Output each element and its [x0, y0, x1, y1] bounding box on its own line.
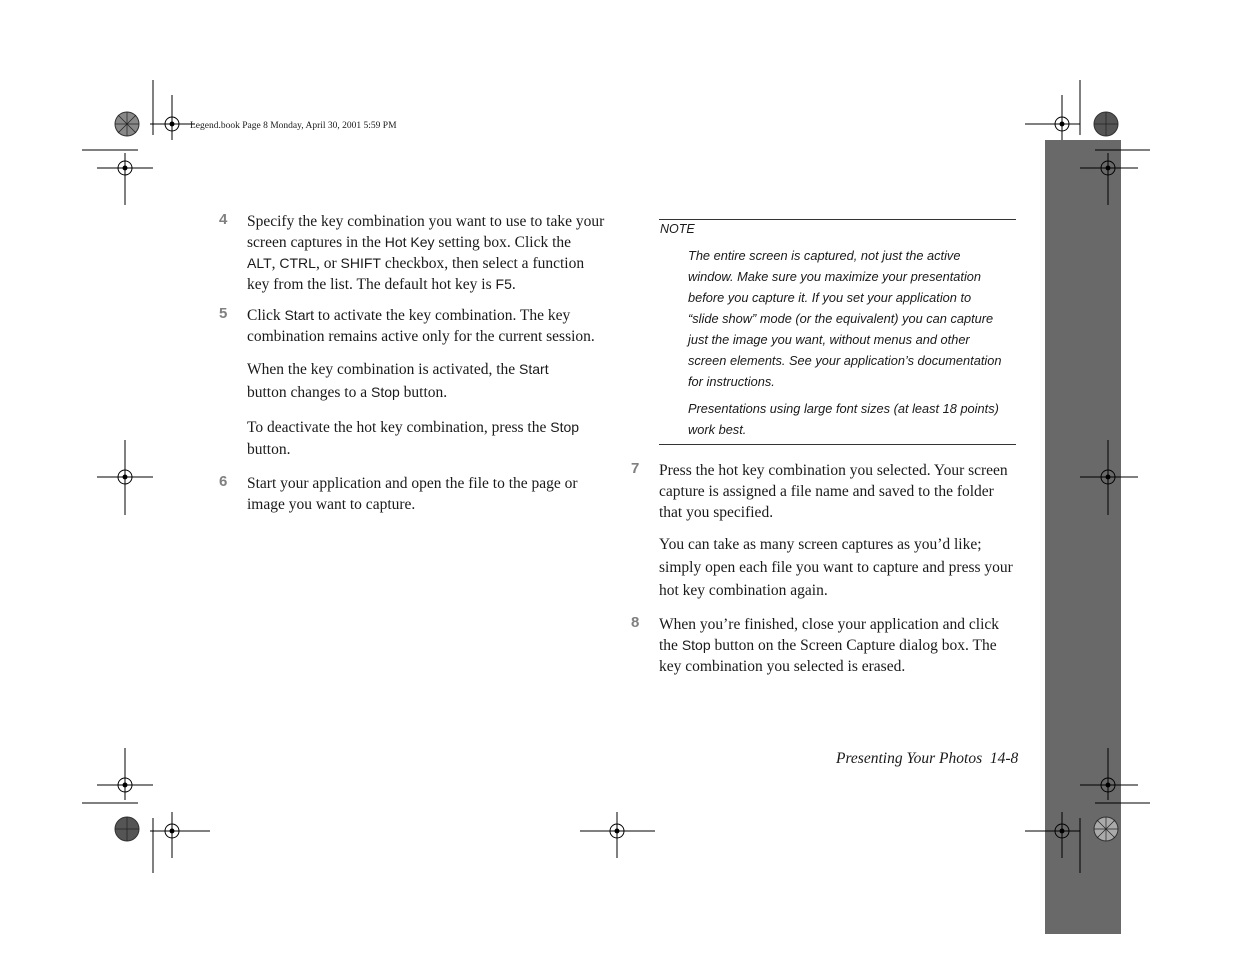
note-label: NOTE — [660, 222, 695, 236]
page-number: 14-8 — [989, 750, 1019, 767]
step-4-text — [247, 211, 607, 295]
step-number: 4 — [219, 211, 228, 228]
text-line: key from the list. The default hot key is F5. — [247, 276, 516, 293]
print-header: Legend.book Page 8 Monday, April 30, 2001 5:59 PM — [190, 121, 397, 131]
step-6-text: Start your application and open the file to the page or image you want to capture. — [247, 475, 578, 513]
step-5-para-3: To deactivate the hot key combination, press the Stop button. — [247, 419, 580, 458]
note-text: The entire screen is captured, not just the active window. Make sure you maximize your presentation before you capture it. If you set your application to “slide show” mode (or the equivalent) you can capture just the image you want, without menus and other screen elements. See your application’s documentation for instructions. — [688, 248, 1002, 389]
step-5-text — [247, 305, 607, 347]
step-number: 5 — [219, 305, 228, 322]
text-line: combination remains active only for the current session. — [247, 328, 595, 345]
step-5-para-2: When the key combination is activated, the Start button changes to a Stop button. — [247, 361, 549, 401]
text-line: Specify the key combination you want to use to take your — [247, 213, 605, 230]
text-line: screen captures in the Hot Key setting box. Click the — [247, 234, 572, 251]
step-number: 7 — [631, 460, 640, 477]
step-number: 8 — [631, 614, 640, 631]
page-footer — [836, 750, 1018, 768]
text-line: ALT, CTRL, or SHIFT checkbox, then select a function — [247, 255, 585, 272]
step-7-text: Press the hot key combination you selected. Your screen capture is assigned a file name and saved to the folder that you specified. — [659, 462, 1008, 521]
step-8-text: When you’re finished, close your application and click the Stop button on the Screen Capture dialog box. The key combination you selected is erased. — [659, 616, 1000, 675]
step-7-para-2: You can take as many screen captures as you’d like; simply open each file you want to capture and press your hot key combination again. — [659, 536, 1013, 599]
text-line: Click Start to activate the key combination. The key — [247, 307, 571, 324]
step-number: 6 — [219, 473, 228, 490]
footer-title: Presenting Your Photos — [836, 750, 983, 767]
note-text-2: Presentations using large font sizes (at least 18 points) work best. — [688, 401, 999, 437]
